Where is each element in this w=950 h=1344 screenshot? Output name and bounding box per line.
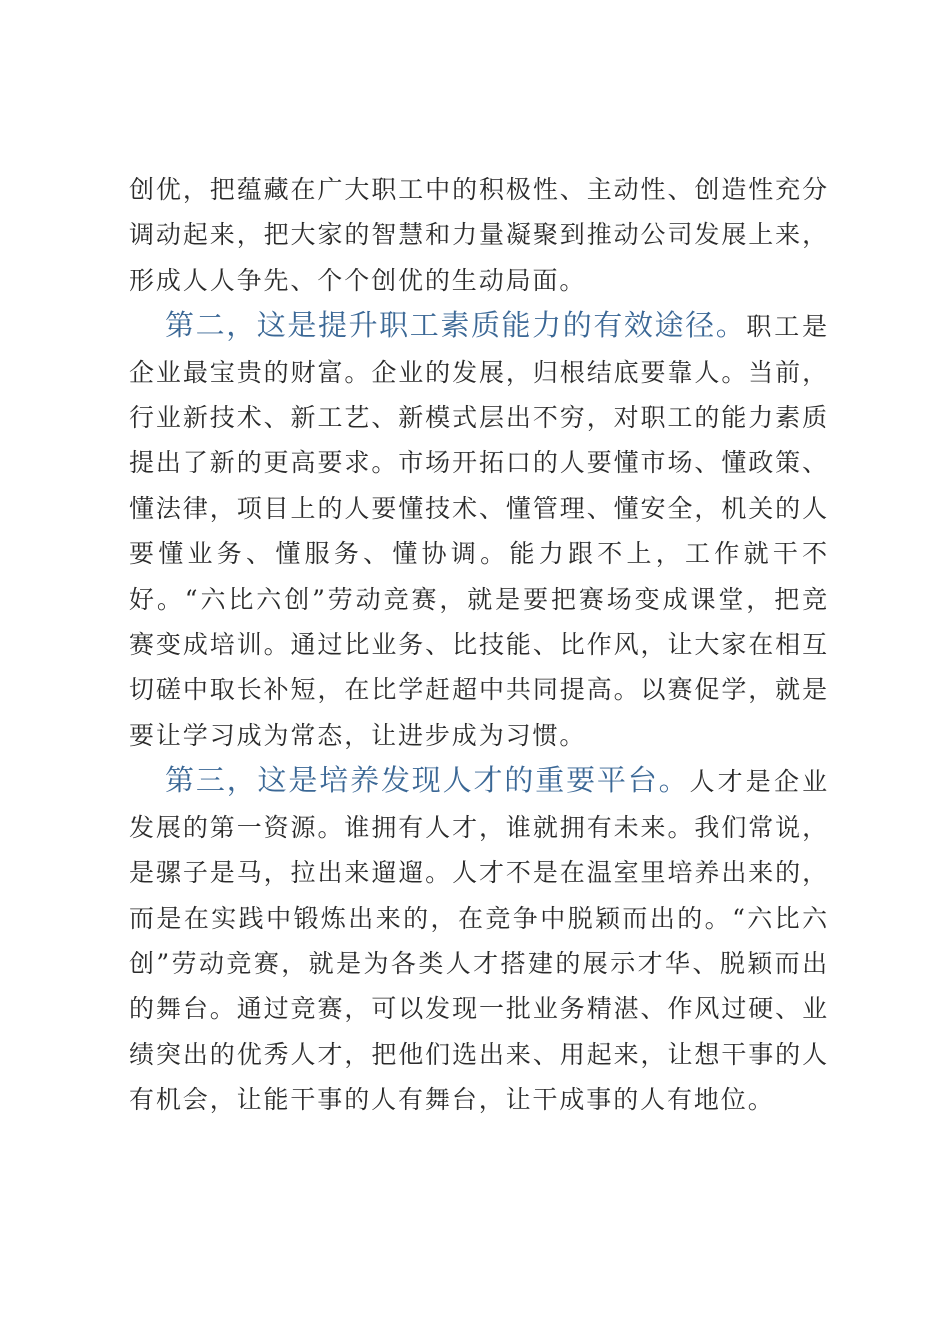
paragraph-continuation bbox=[129, 167, 829, 303]
document-body bbox=[129, 167, 829, 1123]
paragraph-text: 职工是企业最宝贵的财富。企业的发展，归根结底要靠人。当前，行业新技术、新工艺、新模式层出不穷，对职工的能力素质提出了新的更高要求。市场开拓口的人要懂市场、懂政策、懂法律，项目上的人要懂技术、懂管理、懂安全，机关的人要懂业务、懂服务、懂协调。能力跟不上，工作就干不好。“六比六创”劳动竞赛，就是要把赛场变成课堂，把竞赛变成培训。通过比业务、比技能、比作风，让大家在相互切磋中取长补短，在比学赶超中共同提高。以赛促学，就是要让学习成为常态，让进步成为习惯。 bbox=[129, 312, 830, 750]
paragraph-text: 人才是企业发展的第一资源。谁拥有人才，谁就拥有未来。我们常说，是骡子是马，拉出来遛遛。人才不是在温室里培养出来的，而是在实践中锻炼出来的，在竞争中脱颖而出的。“六比六创”劳动竞赛，就是为各类人才搭建的展示才华、脱颖而出的舞台。通过竞赛，可以发现一批业务精湛、作风过硬、业绩突出的优秀人才，把他们选出来、用起来，让想干事的人有机会，让能干事的人有舞台，让干成事的人有地位。 bbox=[129, 767, 829, 1115]
paragraph-text: 创优，把蕴藏在广大职工中的积极性、主动性、创造性充分调动起来，把大家的智慧和力量凝聚到推动公司发展上来，形成人人争先、个个创优的生动局面。 bbox=[129, 175, 829, 295]
paragraph-second-point bbox=[129, 303, 829, 758]
paragraph-heading: 第三，这是培养发现人才的重要平台。 bbox=[165, 763, 690, 798]
paragraph-third-point bbox=[129, 758, 829, 1122]
paragraph-heading: 第二，这是提升职工素质能力的有效途径。 bbox=[165, 308, 747, 343]
